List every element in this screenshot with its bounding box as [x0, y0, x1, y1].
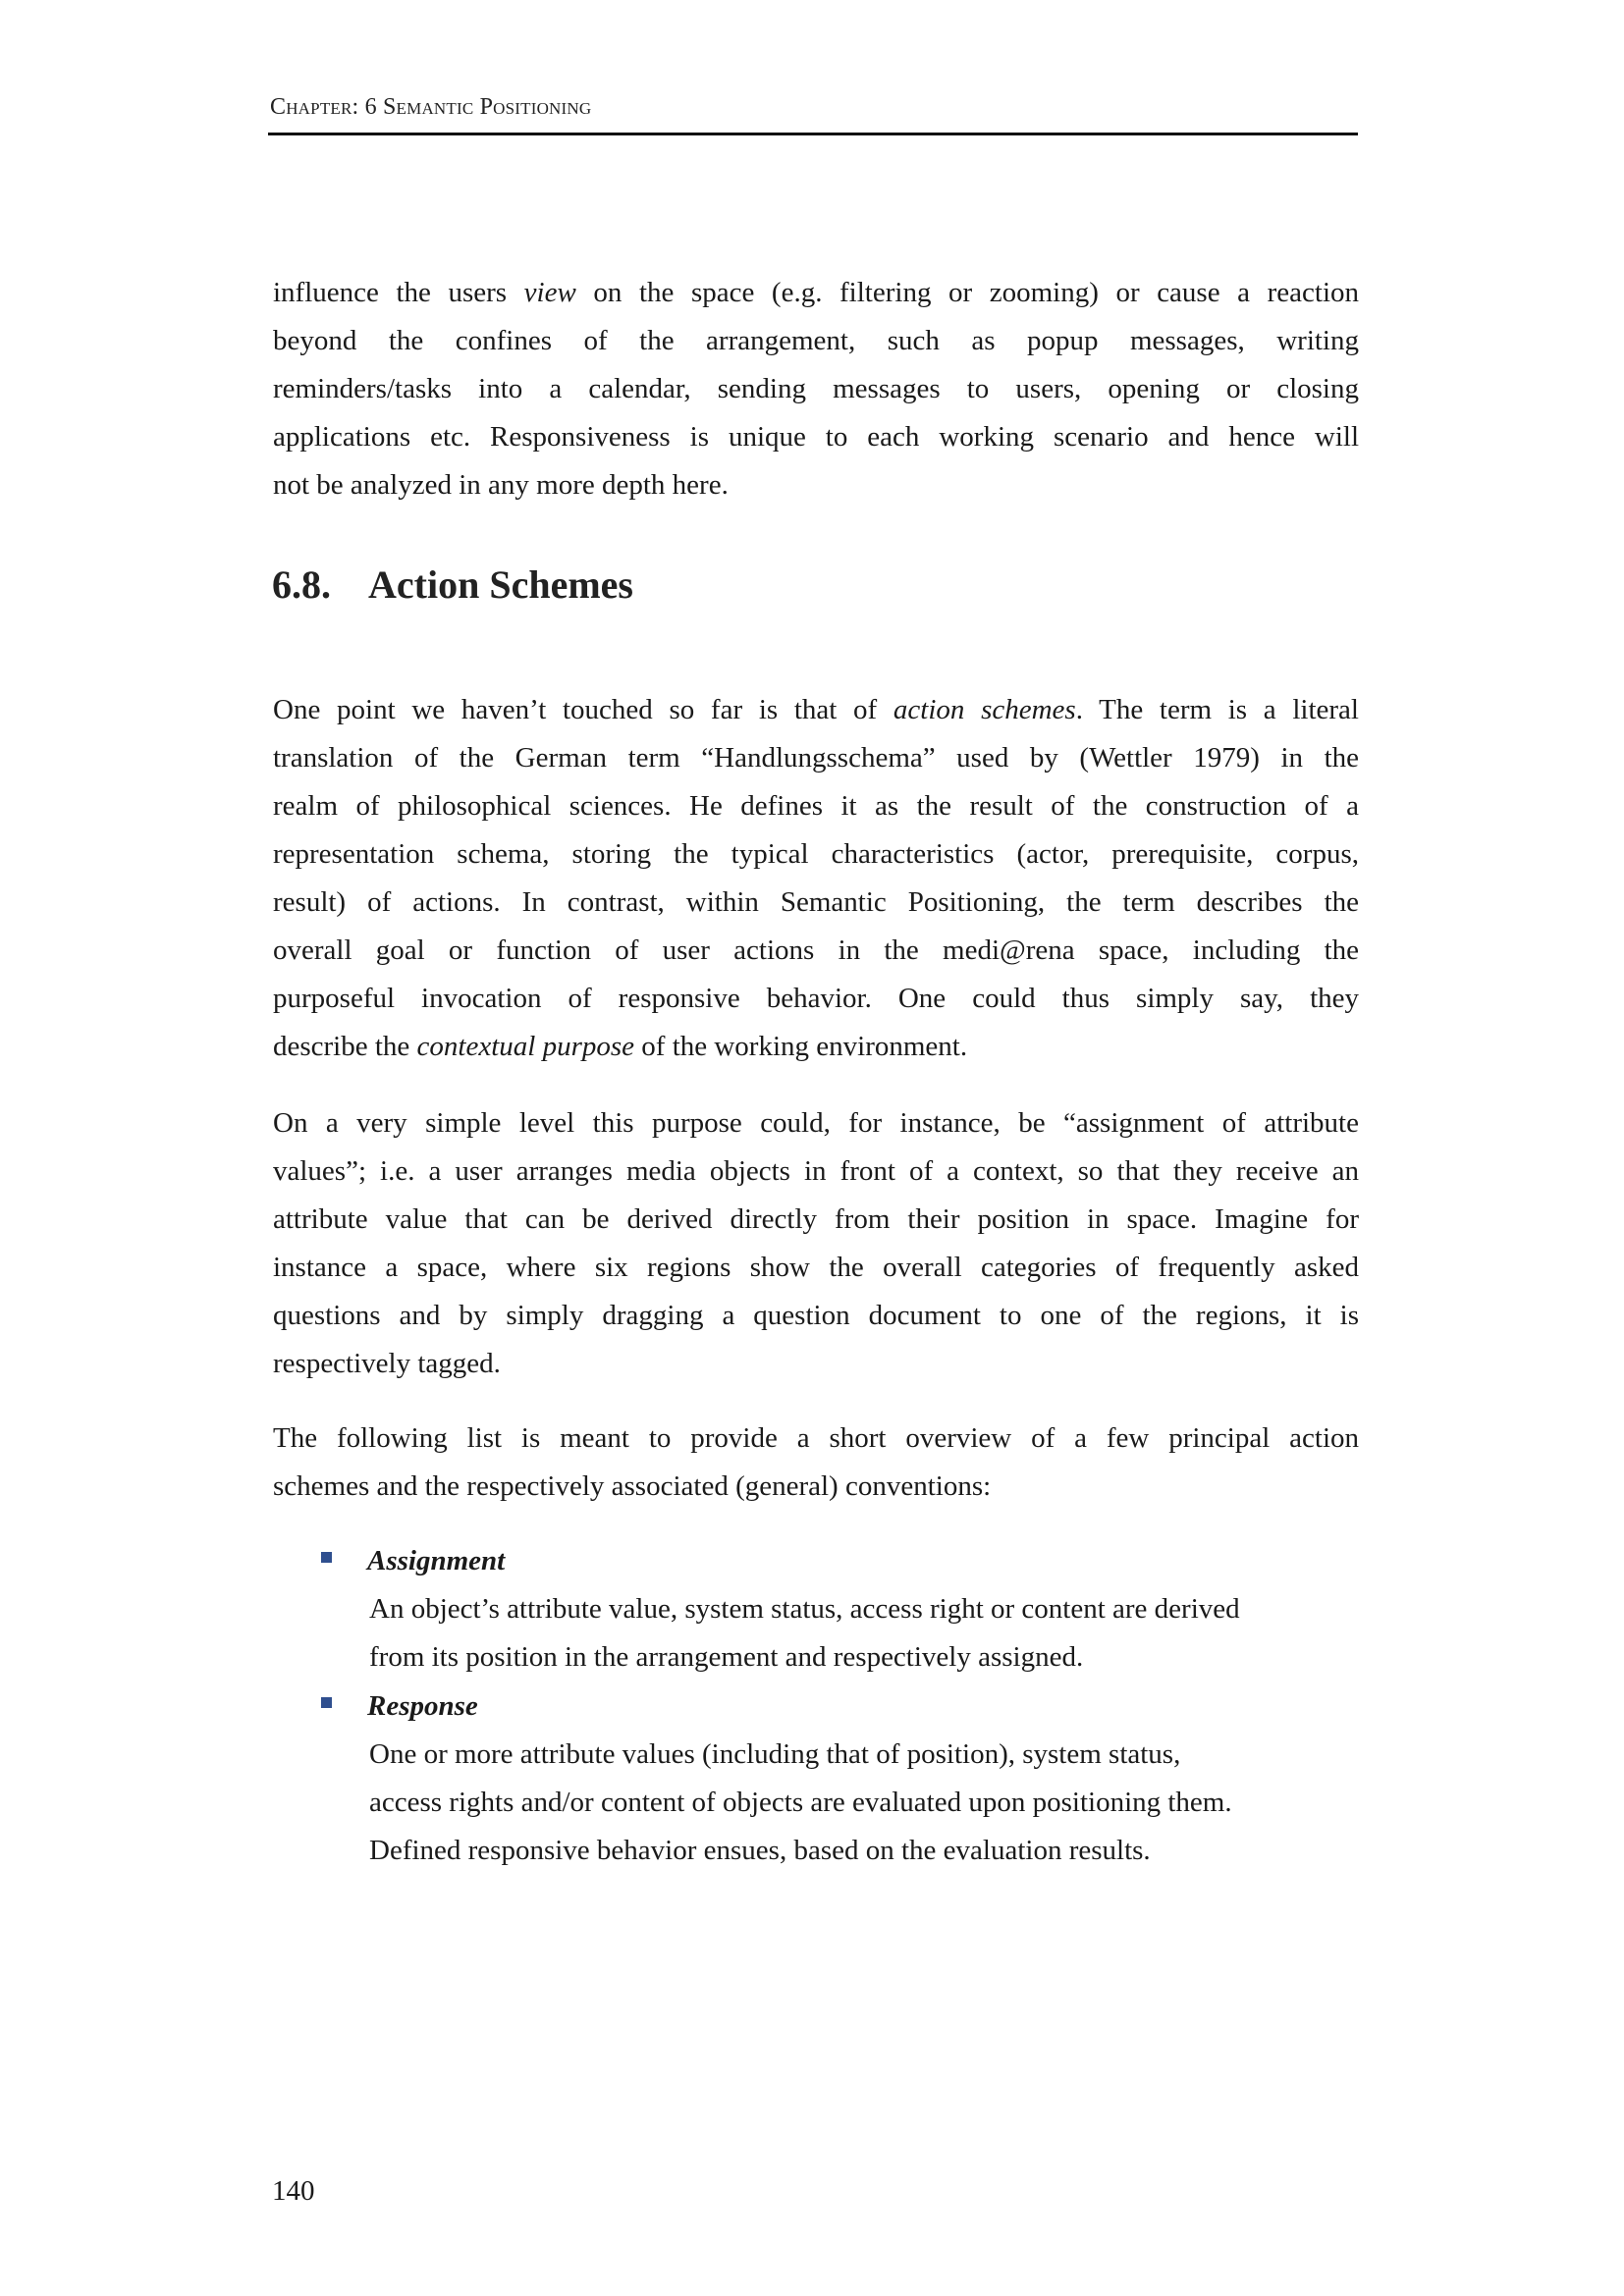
running-head: Chapter: 6 Semantic Positioning — [270, 94, 592, 120]
paragraph-1-line: reminders/tasks into a calendar, sending messages to users, opening or closing — [273, 373, 1359, 404]
square-bullet-icon — [321, 1697, 332, 1708]
paragraph-2-line: result) of actions. In contrast, within Semantic Positioning, the term describes the — [273, 886, 1359, 918]
emphasis-text: action schemes — [893, 694, 1076, 725]
text: influence the users — [273, 277, 524, 308]
list-item-line: Defined responsive behavior ensues, based on the evaluation results. — [369, 1835, 1151, 1866]
section-title: Action Schemes — [368, 562, 633, 607]
paragraph-1-line: applications etc. Responsiveness is unique to each working scenario and hence will — [273, 421, 1359, 453]
list-item-line: One or more attribute values (including that of position), system status, — [369, 1738, 1181, 1770]
text: . The term is a literal — [1075, 694, 1359, 725]
list-item-line: An object’s attribute value, system status, access right or content are derived — [369, 1593, 1240, 1625]
paragraph-2-line: representation schema, storing the typical characteristics (actor, prerequisite, corpus, — [273, 838, 1359, 870]
paragraph-3-line: attribute value that can be derived directly from their position in space. Imagine for — [273, 1203, 1359, 1235]
paragraph-4-line: schemes and the respectively associated (general) conventions: — [273, 1470, 992, 1502]
paragraph-2-line — [273, 692, 1359, 727]
text: describe the — [273, 1031, 417, 1062]
paragraph-2-line: purposeful invocation of responsive behavior. One could thus simply say, they — [273, 983, 1359, 1014]
paragraph-1-line: not be analyzed in any more depth here. — [273, 469, 729, 501]
emphasis-text: view — [523, 277, 576, 308]
paragraph-2-line — [273, 1029, 1359, 1064]
paragraph-3-line: questions and by simply dragging a question document to one of the regions, it is — [273, 1300, 1359, 1331]
paragraph-2-line: realm of philosophical sciences. He defines it as the result of the construction of a — [273, 790, 1359, 822]
text: One point we haven’t touched so far is that of — [273, 694, 893, 725]
paragraph-1-line: beyond the confines of the arrangement, such as popup messages, writing — [273, 325, 1359, 356]
text: on the space (e.g. filtering or zooming) or cause a reaction — [575, 277, 1359, 308]
emphasis-text: contextual purpose — [416, 1031, 635, 1062]
list-item-line: from its position in the arrangement and respectively assigned. — [369, 1641, 1084, 1673]
paragraph-3-line: respectively tagged. — [273, 1348, 501, 1379]
paragraph-2-line: translation of the German term “Handlungsschema” used by (Wettler 1979) in the — [273, 742, 1359, 774]
square-bullet-icon — [321, 1552, 332, 1563]
paragraph-1-line — [273, 275, 1359, 310]
text: of the working environment. — [634, 1031, 968, 1062]
list-item-label: Response — [367, 1690, 478, 1722]
paragraph-3-line: values”; i.e. a user arranges media objects in front of a context, so that they receive an — [273, 1155, 1359, 1187]
page-number: 140 — [272, 2175, 315, 2207]
section-heading — [272, 561, 633, 608]
list-item-label: Assignment — [367, 1545, 506, 1576]
paragraph-3-line: On a very simple level this purpose could, for instance, be “assignment of attribute — [273, 1107, 1359, 1139]
paragraph-4-line: The following list is meant to provide a short overview of a few principal action — [273, 1422, 1359, 1454]
paragraph-2-line: overall goal or function of user actions in the medi@rena space, including the — [273, 934, 1359, 966]
list-item-line: access rights and/or content of objects are evaluated upon positioning them. — [369, 1787, 1232, 1818]
header-rule — [268, 133, 1358, 135]
section-number: 6.8. — [272, 562, 331, 607]
paragraph-3-line: instance a space, where six regions show the overall categories of frequently asked — [273, 1252, 1359, 1283]
